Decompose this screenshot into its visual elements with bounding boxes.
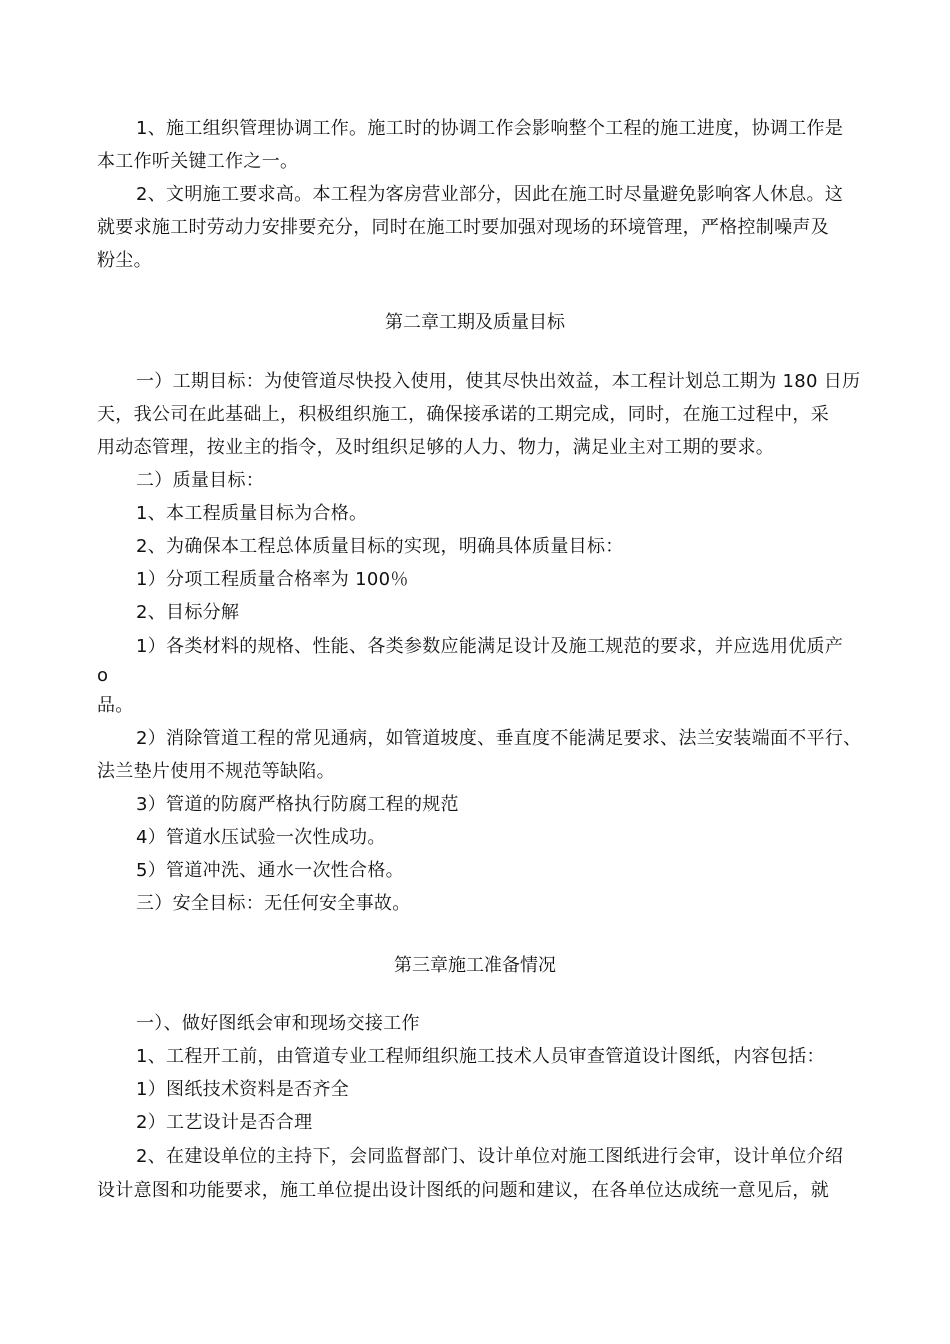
paragraph-line: 用动态管理，按业主的指令，及时组织足够的人力、物力，满足业主对工期的要求。 [97,437,775,458]
list-item: 1）分项工程质量合格率为 100％ [136,569,409,590]
section-heading: 二）质量目标： [136,470,265,491]
paragraph-line: 粉尘。 [97,250,152,271]
list-item: 2、为确保本工程总体质量目标的实现，明确具体质量目标： [136,536,624,557]
list-item: 3）管道的防腐严格执行防腐工程的规范 [136,794,459,815]
paragraph-line: 天，我公司在此基础上，积极组织施工，确保接承诺的工期完成，同时，在施工过程中，采 [97,404,829,425]
paragraph-line: 2、文明施工要求高。本工程为客房营业部分，因此在施工时尽量避免影响客人休息。这 [136,184,844,205]
list-item: 4）管道水压试验一次性成功。 [136,827,386,848]
list-item: 1、本工程质量目标为合格。 [136,503,368,524]
list-item: 2）工艺设计是否合理 [136,1112,313,1133]
list-item: 1）图纸技术资料是否齐全 [136,1079,350,1100]
list-item-continuation: 设计意图和功能要求，施工单位提出设计图纸的问题和建议，在各单位达成统一意见后，就 [97,1180,829,1201]
paragraph-line: 本工作听关键工作之一。 [97,151,299,172]
paragraph-line: 就要求施工时劳动力安排要充分，同时在施工时要加强对现场的环境管理，严格控制噪声及 [97,217,829,238]
list-item-continuation: 法兰垫片使用不规范等缺陷。 [97,761,335,782]
list-item-continuation: 品。 [97,695,134,716]
list-item: 2）消除管道工程的常见通病，如管道坡度、垂直度不能满足要求、法兰安装端面不平行、 [136,728,862,749]
section-heading: 2、目标分解 [136,602,240,623]
stray-mark: o [97,665,109,686]
list-item: 5）管道冲洗、通水一次性合格。 [136,860,404,881]
list-item: 1）各类材料的规格、性能、各类参数应能满足设计及施工规范的要求，并应选用优质产 [136,636,844,657]
chapter-heading: 第二章工期及质量目标 [385,312,565,333]
list-item: 2、在建设单位的主持下，会同监督部门、设计单位对施工图纸进行会审，设计单位介绍 [136,1146,844,1167]
paragraph-line: 一）工期目标：为使管道尽快投入使用，使其尽快出效益，本工程计划总工期为 180 日历 [136,371,861,392]
section-heading: 三）安全目标：无任何安全事故。 [136,893,411,914]
chapter-heading: 第三章施工准备情况 [394,955,556,976]
section-heading: 一）、做好图纸会审和现场交接工作 [136,1013,420,1034]
paragraph-line: 1、施工组织管理协调工作。施工时的协调工作会影响整个工程的施工进度，协调工作是 [136,118,844,139]
list-item: 1、工程开工前，由管道专业工程师组织施工技术人员审查管道设计图纸，内容包括： [136,1046,825,1067]
